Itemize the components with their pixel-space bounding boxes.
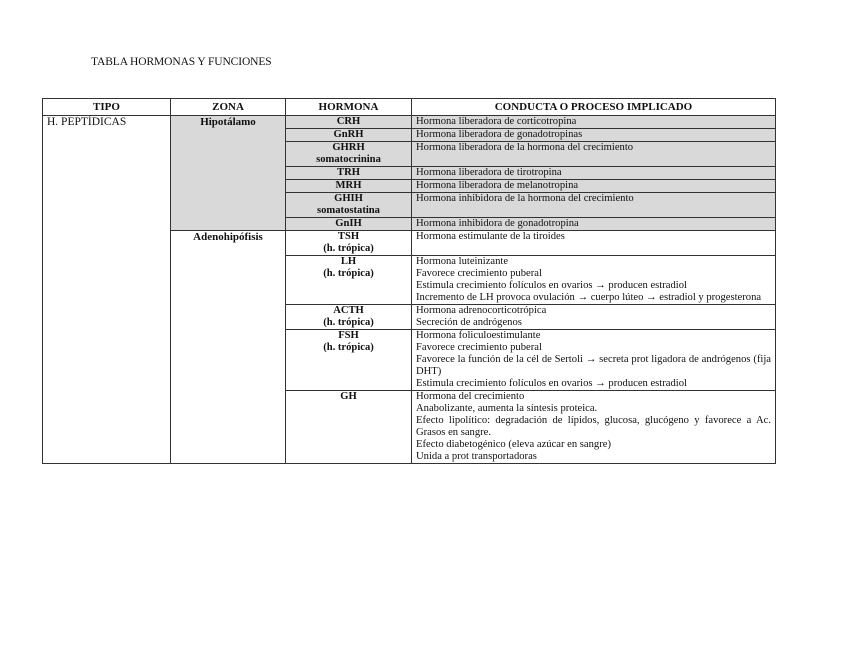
function-line: Hormona luteinizante	[416, 256, 509, 267]
function-line: Estimula crecimiento folículos en ovarios → producen estradiol	[416, 378, 687, 389]
function-line: Estimula crecimiento folículos en ovarios → producen estradiol	[416, 280, 687, 291]
table-header-row	[43, 99, 776, 116]
hormone-name-cell	[286, 129, 412, 142]
function-line: Hormona liberadora de la hormona del crecimiento	[416, 142, 634, 153]
table-row	[43, 116, 776, 129]
function-line: Hormona liberadora de gonadotropinas	[416, 129, 583, 140]
hormone-name-cell	[286, 142, 412, 167]
hormone-name: LH	[340, 256, 357, 267]
function-line: Efecto lipolítico: degradación de lípidos, glucosa, glucógeno y favorece a Ac. Grasos en sangre.	[416, 415, 771, 438]
function-cell	[412, 231, 776, 256]
hormone-name: (h. trópica)	[323, 243, 374, 254]
function-line: Hormona liberadora de corticotropina	[416, 116, 577, 127]
hormone-name: somatocrinina	[316, 154, 381, 165]
hormone-name: (h. trópica)	[323, 342, 374, 353]
function-line: Hormona foliculoestimulante	[416, 330, 541, 341]
function-cell	[412, 180, 776, 193]
hormone-name: CRH	[336, 116, 361, 127]
hormone-name: (h. trópica)	[323, 317, 374, 328]
hormone-name: (h. trópica)	[323, 268, 374, 279]
function-line: Hormona liberadora de melanotropina	[416, 180, 579, 191]
hormone-name: TRH	[337, 167, 360, 178]
zona-hipotalamo: Hipotálamo	[171, 116, 286, 231]
hormone-name-cell	[286, 330, 412, 391]
function-cell	[412, 330, 776, 391]
hormone-name-cell	[286, 180, 412, 193]
function-line: Hormona adrenocorticotrópica	[416, 305, 547, 316]
hormone-name: TSH	[337, 231, 360, 242]
function-line: Hormona liberadora de tirotropina	[416, 167, 562, 178]
function-line: Hormona del crecimiento	[416, 391, 525, 402]
function-cell	[412, 116, 776, 129]
function-cell	[412, 129, 776, 142]
hormone-name: GH	[340, 391, 357, 402]
hormone-name: MRH	[335, 180, 362, 191]
function-cell	[412, 167, 776, 180]
function-cell	[412, 193, 776, 218]
function-cell	[412, 256, 776, 305]
document-title: TABLA HORMONAS Y FUNCIONES	[91, 56, 272, 68]
hormone-name-cell	[286, 116, 412, 129]
header-hormona: HORMONA	[286, 99, 412, 116]
hormone-name: FSH	[338, 330, 359, 341]
header-conducta: CONDUCTA O PROCESO IMPLICADO	[412, 99, 776, 116]
table-body	[43, 116, 776, 464]
header-zona: ZONA	[171, 99, 286, 116]
function-line: Hormona inhibidora de gonadotropina	[416, 218, 579, 229]
function-line: Hormona estimulante de la tiroides	[416, 231, 565, 242]
hormone-name-cell	[286, 231, 412, 256]
function-line: Incremento de LH provoca ovulación → cuerpo lúteo → estradiol y progesterona	[416, 292, 762, 303]
hormone-name-cell	[286, 218, 412, 231]
hormone-name-cell	[286, 193, 412, 218]
function-line: Anabolizante, aumenta la síntesis proteica.	[416, 403, 598, 414]
hormone-name-cell	[286, 391, 412, 464]
function-cell	[412, 218, 776, 231]
function-cell	[412, 391, 776, 464]
hormone-name-cell	[286, 167, 412, 180]
function-line: Favorece la función de la cél de Sertoli → secreta prot ligadora de andrógenos (fija DHT)	[416, 354, 771, 377]
hormone-name: GnIH	[335, 218, 362, 229]
hormone-table	[42, 98, 776, 464]
hormone-name-cell	[286, 305, 412, 330]
function-cell	[412, 305, 776, 330]
function-line: Unida a prot transportadoras	[416, 451, 537, 462]
zona-adenohipofisis: Adenohipófisis	[171, 231, 286, 464]
hormone-name-cell	[286, 256, 412, 305]
hormone-name: GHRH	[332, 142, 365, 153]
function-line: Favorece crecimiento puberal	[416, 342, 542, 353]
hormone-name: GHIH	[334, 193, 363, 204]
function-line: Efecto diabetogénico (eleva azúcar en sangre)	[416, 439, 611, 450]
hormone-name: ACTH	[333, 305, 364, 316]
hormone-name: GnRH	[333, 129, 364, 140]
function-line: Favorece crecimiento puberal	[416, 268, 542, 279]
hormone-name: somatostatina	[317, 205, 380, 216]
tipo-cell: H. PEPTÍDICAS	[43, 116, 171, 464]
header-tipo: TIPO	[43, 99, 171, 116]
function-line: Hormona inhibidora de la hormona del crecimiento	[416, 193, 634, 204]
function-line: Secreción de andrógenos	[416, 317, 522, 328]
function-cell	[412, 142, 776, 167]
